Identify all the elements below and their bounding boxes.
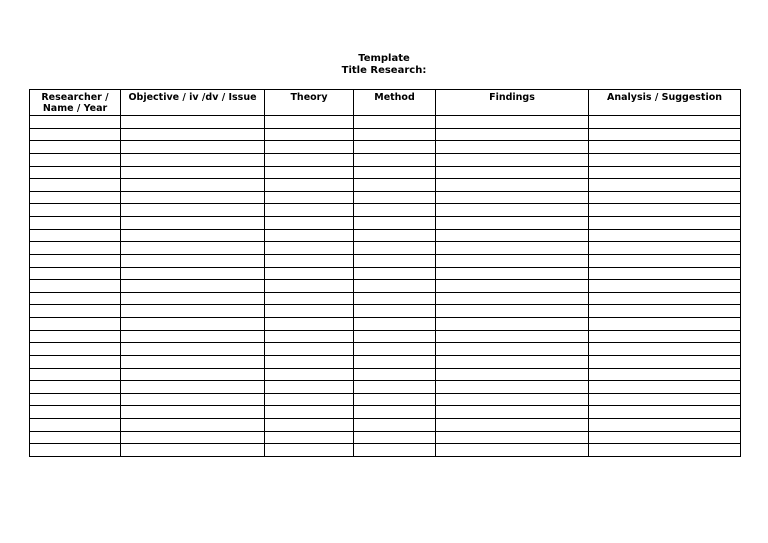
table-cell	[354, 368, 436, 381]
table-cell	[265, 431, 354, 444]
table-cell	[121, 254, 265, 267]
table-cell	[265, 116, 354, 129]
table-row	[30, 179, 741, 192]
table-cell	[30, 267, 121, 280]
table-cell	[30, 229, 121, 242]
table-row	[30, 217, 741, 230]
table-row	[30, 254, 741, 267]
table-cell	[436, 330, 589, 343]
table-cell	[121, 204, 265, 217]
table-cell	[121, 292, 265, 305]
table-cell	[265, 318, 354, 331]
table-cell	[354, 141, 436, 154]
table-cell	[354, 204, 436, 217]
table-cell	[354, 318, 436, 331]
table-cell	[436, 419, 589, 432]
table-cell	[436, 431, 589, 444]
table-cell	[354, 381, 436, 394]
table-cell	[121, 381, 265, 394]
table-cell	[121, 431, 265, 444]
table-header-row	[30, 90, 741, 116]
table-cell	[354, 229, 436, 242]
table-cell	[265, 393, 354, 406]
table-cell	[121, 242, 265, 255]
table-cell	[589, 444, 741, 457]
table-cell	[121, 419, 265, 432]
table-cell	[354, 406, 436, 419]
table-cell	[354, 267, 436, 280]
table-cell	[589, 204, 741, 217]
table-cell	[436, 128, 589, 141]
table-cell	[354, 166, 436, 179]
table-row	[30, 381, 741, 394]
table-cell	[121, 280, 265, 293]
table-cell	[30, 381, 121, 394]
table-cell	[354, 292, 436, 305]
table-cell	[436, 343, 589, 356]
research-table	[29, 89, 741, 457]
table-cell	[589, 217, 741, 230]
table-cell	[589, 431, 741, 444]
table-cell	[589, 280, 741, 293]
table-cell	[589, 368, 741, 381]
table-cell	[354, 128, 436, 141]
table-cell	[436, 229, 589, 242]
table-cell	[589, 179, 741, 192]
table-cell	[265, 242, 354, 255]
table-cell	[30, 204, 121, 217]
table-cell	[30, 292, 121, 305]
table-cell	[265, 166, 354, 179]
table-cell	[354, 191, 436, 204]
table-cell	[589, 393, 741, 406]
table-cell	[121, 305, 265, 318]
table-row	[30, 368, 741, 381]
table-cell	[265, 191, 354, 204]
table-cell	[589, 381, 741, 394]
table-cell	[436, 204, 589, 217]
table-cell	[589, 305, 741, 318]
table-cell	[589, 343, 741, 356]
table-cell	[265, 330, 354, 343]
table-cell	[265, 229, 354, 242]
table-cell	[121, 179, 265, 192]
table-cell	[30, 141, 121, 154]
table-cell	[30, 116, 121, 129]
table-cell	[265, 141, 354, 154]
table-cell	[354, 431, 436, 444]
table-row	[30, 204, 741, 217]
table-cell	[436, 393, 589, 406]
table-row	[30, 166, 741, 179]
table-cell	[121, 393, 265, 406]
table-cell	[121, 318, 265, 331]
table-cell	[121, 166, 265, 179]
table-cell	[436, 292, 589, 305]
table-cell	[354, 330, 436, 343]
table-cell	[265, 153, 354, 166]
document-subtitle: Title Research:	[341, 65, 427, 76]
table-cell	[30, 393, 121, 406]
table-cell	[265, 444, 354, 457]
table-cell	[265, 406, 354, 419]
table-cell	[589, 128, 741, 141]
column-header-analysis: Analysis / Suggestion	[589, 90, 741, 116]
table-cell	[589, 406, 741, 419]
table-cell	[30, 191, 121, 204]
table-cell	[354, 217, 436, 230]
table-cell	[589, 355, 741, 368]
table-cell	[436, 280, 589, 293]
table-cell	[589, 166, 741, 179]
table-cell	[589, 267, 741, 280]
table-cell	[30, 280, 121, 293]
table-cell	[30, 217, 121, 230]
table-cell	[436, 406, 589, 419]
table-cell	[265, 267, 354, 280]
table-cell	[121, 128, 265, 141]
table-cell	[354, 419, 436, 432]
table-cell	[265, 343, 354, 356]
table-row	[30, 393, 741, 406]
table-cell	[354, 444, 436, 457]
table-cell	[265, 419, 354, 432]
column-header-method: Method	[354, 90, 436, 116]
table-row	[30, 431, 741, 444]
table-cell	[436, 254, 589, 267]
table-cell	[121, 217, 265, 230]
column-header-researcher: Researcher / Name / Year	[30, 90, 121, 116]
table-cell	[30, 406, 121, 419]
table-row	[30, 292, 741, 305]
table-cell	[265, 179, 354, 192]
table-cell	[265, 204, 354, 217]
table-cell	[265, 292, 354, 305]
table-cell	[436, 305, 589, 318]
table-cell	[354, 393, 436, 406]
table-cell	[589, 419, 741, 432]
table-cell	[265, 280, 354, 293]
table-row	[30, 229, 741, 242]
table-row	[30, 406, 741, 419]
table-cell	[121, 267, 265, 280]
table-cell	[589, 254, 741, 267]
table-cell	[589, 141, 741, 154]
table-cell	[121, 116, 265, 129]
document-title: Template	[358, 53, 410, 64]
table-cell	[354, 355, 436, 368]
table-cell	[354, 305, 436, 318]
table-cell	[30, 254, 121, 267]
table-cell	[30, 166, 121, 179]
table-cell	[589, 153, 741, 166]
table-cell	[354, 280, 436, 293]
table-cell	[436, 141, 589, 154]
table-row	[30, 419, 741, 432]
table-cell	[30, 153, 121, 166]
table-cell	[265, 305, 354, 318]
table-cell	[436, 153, 589, 166]
table-row	[30, 242, 741, 255]
table-cell	[30, 330, 121, 343]
table-cell	[121, 330, 265, 343]
table-cell	[436, 318, 589, 331]
table-row	[30, 141, 741, 154]
table-row	[30, 330, 741, 343]
table-cell	[121, 141, 265, 154]
table-row	[30, 355, 741, 368]
table-cell	[30, 355, 121, 368]
table-cell	[589, 229, 741, 242]
table-cell	[436, 267, 589, 280]
table-cell	[30, 242, 121, 255]
table-cell	[121, 153, 265, 166]
table-row	[30, 191, 741, 204]
table-cell	[436, 444, 589, 457]
table-cell	[589, 191, 741, 204]
table-body	[30, 116, 741, 457]
column-header-findings: Findings	[436, 90, 589, 116]
table-cell	[436, 191, 589, 204]
table-cell	[265, 368, 354, 381]
table-cell	[265, 217, 354, 230]
table-cell	[436, 217, 589, 230]
table-cell	[121, 444, 265, 457]
table-row	[30, 343, 741, 356]
table-cell	[436, 368, 589, 381]
table-row	[30, 280, 741, 293]
table-cell	[265, 381, 354, 394]
table-row	[30, 116, 741, 129]
table-cell	[436, 381, 589, 394]
table-cell	[589, 116, 741, 129]
table-cell	[30, 419, 121, 432]
table-cell	[30, 431, 121, 444]
table-row	[30, 128, 741, 141]
table-cell	[354, 179, 436, 192]
table-cell	[30, 318, 121, 331]
table-cell	[436, 116, 589, 129]
table-cell	[121, 343, 265, 356]
table-row	[30, 444, 741, 457]
table-cell	[436, 166, 589, 179]
table-cell	[354, 116, 436, 129]
table-cell	[30, 305, 121, 318]
table-cell	[265, 355, 354, 368]
table-cell	[121, 355, 265, 368]
column-header-theory: Theory	[265, 90, 354, 116]
table-cell	[436, 179, 589, 192]
table-cell	[121, 406, 265, 419]
table-cell	[436, 242, 589, 255]
table-cell	[121, 229, 265, 242]
table-row	[30, 305, 741, 318]
table-cell	[589, 330, 741, 343]
table-row	[30, 318, 741, 331]
table-cell	[354, 242, 436, 255]
table-cell	[30, 343, 121, 356]
table-cell	[589, 318, 741, 331]
document-heading	[0, 53, 768, 77]
column-header-objective: Objective / iv /dv / Issue	[121, 90, 265, 116]
table-cell	[436, 355, 589, 368]
table-cell	[354, 343, 436, 356]
table-cell	[121, 368, 265, 381]
table-cell	[265, 254, 354, 267]
table-cell	[30, 368, 121, 381]
table-cell	[30, 128, 121, 141]
table-cell	[30, 444, 121, 457]
table-row	[30, 153, 741, 166]
table-cell	[354, 153, 436, 166]
table-cell	[121, 191, 265, 204]
table-cell	[354, 254, 436, 267]
table-cell	[589, 292, 741, 305]
table-cell	[30, 179, 121, 192]
table-cell	[589, 242, 741, 255]
table-cell	[265, 128, 354, 141]
table-row	[30, 267, 741, 280]
